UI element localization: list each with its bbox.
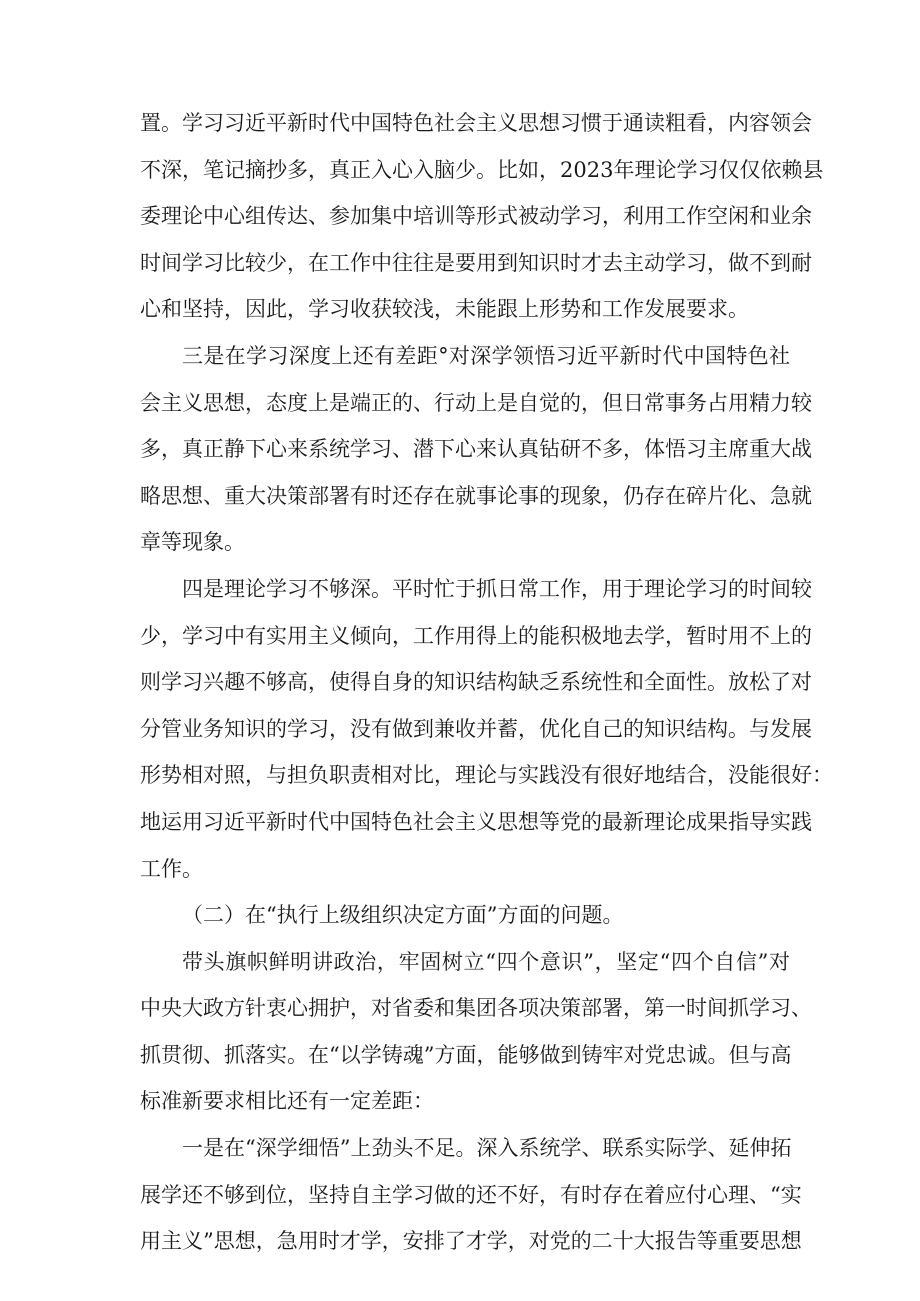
text-line: 时间学习比较少，在工作中往往是要用到知识时才去主动学习，做不到耐: [140, 250, 812, 275]
text-line: 抓贯彻、抓落实。在“以学铸魂”方面，能够做到铸牢对党忠诚。但与高: [140, 1042, 792, 1067]
text-line: 工作。: [140, 856, 203, 881]
paragraph-theory-study: [140, 566, 833, 892]
text-line: 标准新要求相比还有一定差距：: [140, 1089, 434, 1114]
text-line: 展学还不够到位，坚持自主学习做的还不好，有时存在着应付心理、“实: [140, 1182, 802, 1207]
text-line: 不深，笔记摘抄多，真正入心入脑少。比如，2023年理论学习仅仅依赖县: [140, 157, 824, 182]
text-line: 三是在学习深度上还有差距°对深学领悟习近平新时代中国特色社: [182, 343, 790, 368]
text-line: 分管业务知识的学习，没有做到兼收并蓄，优化自己的知识结构。与发展: [140, 716, 812, 741]
text-line: 少，学习中有实用主义倾向，工作用得上的能积极地去学，暂时用不上的: [140, 623, 812, 648]
text-line: 心和坚持，因此，学习收获较浅，未能跟上形势和工作发展要求。: [140, 297, 749, 322]
text-line: 委理论中心组传达、参加集中培训等形式被动学习，利用工作空闲和业余: [140, 204, 812, 229]
text-line: 略思想、重大决策部署有时还存在就事论事的现象，仍存在碎片化、急就: [140, 483, 812, 508]
text-line: 地运用习近平新时代中国特色社会主义思想等党的最新理论成果指导实践: [140, 809, 812, 834]
paragraph-political-stance: [140, 939, 812, 1125]
paragraph-study-habits: [140, 100, 824, 333]
text-line: 多，真正静下心来系统学习、潜下心来认真钻研不多，体悟习主席重大战: [140, 437, 812, 462]
text-line: 形势相对照，与担负职责相对比，理论与实践没有很好地结合，没能很好：: [140, 763, 833, 788]
text-line: 章等现象。: [140, 530, 245, 555]
paragraph-deep-study: [140, 1125, 802, 1265]
text-line: 会主义思想，态度上是端正的、行动上是自觉的，但日常事务占用精力较: [140, 390, 812, 415]
text-line: 一是在“深学细悟”上劲头不足。深入系统学、联系实际学、延伸拓: [182, 1136, 792, 1161]
text-line: 置。学习习近平新时代中国特色社会主义思想习惯于通读粗看，内容领会: [140, 111, 812, 135]
text-line: 带头旗帜鲜明讲政治，牢固树立“四个意识”，坚定“四个自信”对: [182, 949, 790, 974]
section-heading: [140, 892, 790, 939]
text-line: （二）在“执行上级组织决定方面”方面的问题。: [182, 903, 624, 928]
text-line: 四是理论学习不够深。平时忙于抓日常工作，用于理论学习的时间较: [182, 576, 812, 601]
document-body: [140, 100, 833, 1265]
text-line: 中央大政方针衷心拥护，对省委和集团各项决策部署，第一时间抓学习、: [140, 996, 812, 1021]
paragraph-study-depth: [140, 333, 812, 566]
text-line: 用主义”思想，急用时才学，安排了才学，对党的二十大报告等重要思想: [140, 1229, 802, 1254]
text-line: 则学习兴趣不够高，使得自身的知识结构缺乏系统性和全面性。放松了对: [140, 670, 812, 695]
